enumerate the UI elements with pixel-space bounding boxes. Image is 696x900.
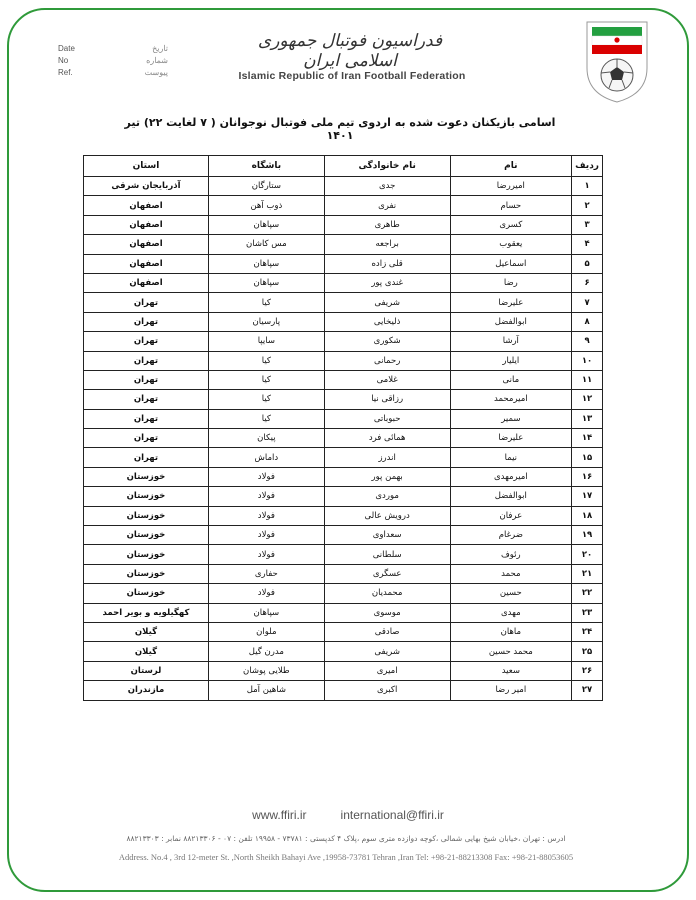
cell-province: تهران: [84, 370, 209, 389]
cell-row-number: ۲: [572, 196, 603, 215]
cell-province: اصفهان: [84, 254, 209, 273]
cell-club: شاهین آمل: [208, 681, 324, 700]
players-table: [83, 155, 603, 701]
cell-row-number: ۶: [572, 273, 603, 292]
cell-row-number: ۱: [572, 177, 603, 196]
cell-province: تهران: [84, 312, 209, 331]
cell-first-name: ابوالفضل: [450, 312, 572, 331]
cell-row-number: ۲۴: [572, 622, 603, 641]
cell-first-name: آرشا: [450, 332, 572, 351]
cell-last-name: بهمن پور: [324, 467, 450, 486]
cell-province: مازندران: [84, 681, 209, 700]
cell-first-name: سمیر: [450, 409, 572, 428]
meta-date-fa: تاریخ: [152, 44, 168, 53]
cell-club: فولاد: [208, 506, 324, 525]
cell-last-name: جدی: [324, 177, 450, 196]
cell-first-name: مانی: [450, 370, 572, 389]
cell-last-name: رحمانی: [324, 351, 450, 370]
meta-number-en: No: [58, 56, 69, 65]
cell-row-number: ۲۶: [572, 661, 603, 680]
cell-province: آذربایجان شرقی: [84, 177, 209, 196]
cell-last-name: موسوی: [324, 603, 450, 622]
table-body: [84, 177, 603, 701]
cell-last-name: نفری: [324, 196, 450, 215]
federation-logo-icon: [582, 18, 652, 104]
cell-first-name: حسام: [450, 196, 572, 215]
table-row: [84, 487, 603, 506]
cell-last-name: رزاقی نیا: [324, 390, 450, 409]
cell-province: گیلان: [84, 622, 209, 641]
table-row: [84, 196, 603, 215]
cell-club: پارسیان: [208, 312, 324, 331]
cell-province: خوزستان: [84, 545, 209, 564]
cell-first-name: محمد: [450, 564, 572, 583]
table-row: [84, 661, 603, 680]
header-club: باشگاه: [208, 156, 324, 177]
cell-first-name: سعید: [450, 661, 572, 680]
meta-date: [58, 43, 168, 55]
cell-row-number: ۹: [572, 332, 603, 351]
header-first-name: نام: [450, 156, 572, 177]
cell-club: مدرن گیل: [208, 642, 324, 661]
cell-first-name: یعقوب: [450, 235, 572, 254]
cell-last-name: درویش عالی: [324, 506, 450, 525]
cell-club: سپاهان: [208, 254, 324, 273]
cell-first-name: امیر رضا: [450, 681, 572, 700]
cell-first-name: امیررضا: [450, 177, 572, 196]
table-row: [84, 312, 603, 331]
cell-row-number: ۱۶: [572, 467, 603, 486]
cell-row-number: ۱۰: [572, 351, 603, 370]
cell-first-name: مهدی: [450, 603, 572, 622]
cell-club: فولاد: [208, 487, 324, 506]
cell-province: اصفهان: [84, 273, 209, 292]
table-row: [84, 506, 603, 525]
letter-meta: [58, 43, 168, 79]
address-persian: ادرس : تهران ،خیابان شیخ بهایی شمالی ،کوچه دوازده متری سوم ،پلاک ۴ کدپستی : ۷۳۷۸۱ - ۱۹۹۵۸ تلفن : ۰۷ - ۸۸۲۱۳۳۰۶ نمابر : ۸۸۲۱۳۳۰۳: [126, 834, 566, 843]
table-row: [84, 177, 603, 196]
cell-first-name: ایلیار: [450, 351, 572, 370]
cell-last-name: شریفی: [324, 293, 450, 312]
cell-row-number: ۲۰: [572, 545, 603, 564]
cell-row-number: ۸: [572, 312, 603, 331]
cell-club: فولاد: [208, 467, 324, 486]
cell-first-name: امیرمحمد: [450, 390, 572, 409]
cell-row-number: ۱۴: [572, 429, 603, 448]
cell-row-number: ۱۱: [572, 370, 603, 389]
cell-club: ذوب آهن: [208, 196, 324, 215]
cell-row-number: ۷: [572, 293, 603, 312]
cell-last-name: غلامی: [324, 370, 450, 389]
table-row: [84, 429, 603, 448]
cell-last-name: محمدیان: [324, 584, 450, 603]
table-row: [84, 273, 603, 292]
cell-first-name: علیرضا: [450, 293, 572, 312]
cell-club: سایپا: [208, 332, 324, 351]
cell-first-name: اسماعیل: [450, 254, 572, 273]
table-row: [84, 526, 603, 545]
cell-club: پیکان: [208, 429, 324, 448]
cell-last-name: سعداوی: [324, 526, 450, 545]
table-row: [84, 370, 603, 389]
cell-first-name: ضرغام: [450, 526, 572, 545]
cell-club: طلایی پوشان: [208, 661, 324, 680]
cell-province: خوزستان: [84, 526, 209, 545]
cell-province: تهران: [84, 409, 209, 428]
cell-club: سپاهان: [208, 215, 324, 234]
cell-club: فولاد: [208, 545, 324, 564]
cell-province: تهران: [84, 390, 209, 409]
table-row: [84, 332, 603, 351]
cell-province: اصفهان: [84, 196, 209, 215]
cell-row-number: ۱۳: [572, 409, 603, 428]
cell-last-name: قلی زاده: [324, 254, 450, 273]
cell-club: سپاهان: [208, 603, 324, 622]
cell-row-number: ۲۷: [572, 681, 603, 700]
cell-club: مس کاشان: [208, 235, 324, 254]
cell-province: خوزستان: [84, 564, 209, 583]
meta-number-fa: شماره: [146, 56, 168, 65]
cell-last-name: عسگری: [324, 564, 450, 583]
cell-row-number: ۵: [572, 254, 603, 273]
table-row: [84, 545, 603, 564]
cell-first-name: علیرضا: [450, 429, 572, 448]
table-header-row: [84, 156, 603, 177]
cell-last-name: اندرز: [324, 448, 450, 467]
cell-last-name: امیری: [324, 661, 450, 680]
meta-number: [58, 55, 168, 67]
table-row: [84, 390, 603, 409]
cell-last-name: ذلیخایی: [324, 312, 450, 331]
meta-ref-en: Ref.: [58, 68, 73, 77]
table-row: [84, 254, 603, 273]
cell-province: گیلان: [84, 642, 209, 661]
cell-province: خوزستان: [84, 467, 209, 486]
meta-ref: [58, 67, 168, 79]
federation-name-english: Islamic Republic of Iran Football Federation: [238, 70, 466, 82]
cell-last-name: سلطانی: [324, 545, 450, 564]
header-row-number: ردیف: [572, 156, 603, 177]
cell-club: کیا: [208, 370, 324, 389]
cell-last-name: براجعه: [324, 235, 450, 254]
meta-date-en: Date: [58, 44, 75, 53]
cell-province: تهران: [84, 351, 209, 370]
table-row: [84, 681, 603, 700]
table-row: [84, 564, 603, 583]
cell-province: اصفهان: [84, 235, 209, 254]
table-row: [84, 622, 603, 641]
cell-row-number: ۱۸: [572, 506, 603, 525]
meta-ref-fa: پیوست: [144, 68, 168, 77]
header-last-name: نام خانوادگی: [324, 156, 450, 177]
cell-club: کیا: [208, 390, 324, 409]
cell-first-name: رضا: [450, 273, 572, 292]
cell-row-number: ۱۵: [572, 448, 603, 467]
cell-last-name: موردی: [324, 487, 450, 506]
cell-row-number: ۱۷: [572, 487, 603, 506]
table-row: [84, 448, 603, 467]
cell-first-name: امیرمهدی: [450, 467, 572, 486]
cell-last-name: حبوباتی: [324, 409, 450, 428]
cell-row-number: ۲۲: [572, 584, 603, 603]
cell-first-name: حسین: [450, 584, 572, 603]
website-link[interactable]: www.ffiri.ir: [252, 808, 307, 822]
cell-club: فولاد: [208, 526, 324, 545]
email-link[interactable]: international@ffiri.ir: [340, 808, 444, 822]
cell-last-name: صادقی: [324, 622, 450, 641]
cell-club: ستارگان: [208, 177, 324, 196]
cell-last-name: شریفی: [324, 642, 450, 661]
table-row: [84, 584, 603, 603]
table-row: [84, 409, 603, 428]
cell-first-name: رئوف: [450, 545, 572, 564]
header-province: استان: [84, 156, 209, 177]
federation-name-persian: فدراسیون فوتبال جمهوری اسلامی ایران: [257, 31, 443, 71]
cell-last-name: غندی پور: [324, 273, 450, 292]
cell-row-number: ۱۹: [572, 526, 603, 545]
cell-club: سپاهان: [208, 273, 324, 292]
cell-province: تهران: [84, 332, 209, 351]
cell-last-name: طاهری: [324, 215, 450, 234]
cell-row-number: ۲۳: [572, 603, 603, 622]
cell-province: خوزستان: [84, 487, 209, 506]
cell-club: کیا: [208, 409, 324, 428]
table-row: [84, 235, 603, 254]
footer-links: [0, 808, 696, 822]
table-row: [84, 293, 603, 312]
cell-first-name: عرفان: [450, 506, 572, 525]
cell-row-number: ۲۱: [572, 564, 603, 583]
cell-club: داماش: [208, 448, 324, 467]
cell-first-name: محمد حسین: [450, 642, 572, 661]
cell-club: کیا: [208, 293, 324, 312]
cell-province: خوزستان: [84, 584, 209, 603]
cell-club: فولاد: [208, 584, 324, 603]
cell-province: تهران: [84, 293, 209, 312]
cell-row-number: ۳: [572, 215, 603, 234]
cell-province: خوزستان: [84, 506, 209, 525]
cell-club: ملوان: [208, 622, 324, 641]
cell-last-name: اکبری: [324, 681, 450, 700]
cell-first-name: ماهان: [450, 622, 572, 641]
cell-row-number: ۴: [572, 235, 603, 254]
cell-province: تهران: [84, 448, 209, 467]
cell-first-name: نیما: [450, 448, 572, 467]
cell-province: تهران: [84, 429, 209, 448]
cell-first-name: ابوالفضل: [450, 487, 572, 506]
document-title: اسامی بازیکنان دعوت شده به اردوی تیم ملی فوتبال نوجوانان ( ۷ لغایت ۲۲) تیر ۱۴۰۱: [124, 116, 556, 142]
table-row: [84, 351, 603, 370]
cell-club: کیا: [208, 351, 324, 370]
cell-club: حفاری: [208, 564, 324, 583]
address-english: Address. No.4 , 3rd 12-meter St. ,North Sheikh Bahayi Ave ,19958-73781 Tehran ,Iran Tel: +98-21-88213308 Fax: +98-21-88053605: [118, 852, 574, 862]
cell-row-number: ۲۵: [572, 642, 603, 661]
table-row: [84, 642, 603, 661]
cell-row-number: ۱۲: [572, 390, 603, 409]
cell-province: اصفهان: [84, 215, 209, 234]
table-row: [84, 603, 603, 622]
cell-province: کهگیلویه و بویر احمد: [84, 603, 209, 622]
cell-province: لرستان: [84, 661, 209, 680]
table-row: [84, 467, 603, 486]
cell-first-name: کسری: [450, 215, 572, 234]
table-row: [84, 215, 603, 234]
cell-last-name: شکوری: [324, 332, 450, 351]
cell-last-name: همائی فرد: [324, 429, 450, 448]
